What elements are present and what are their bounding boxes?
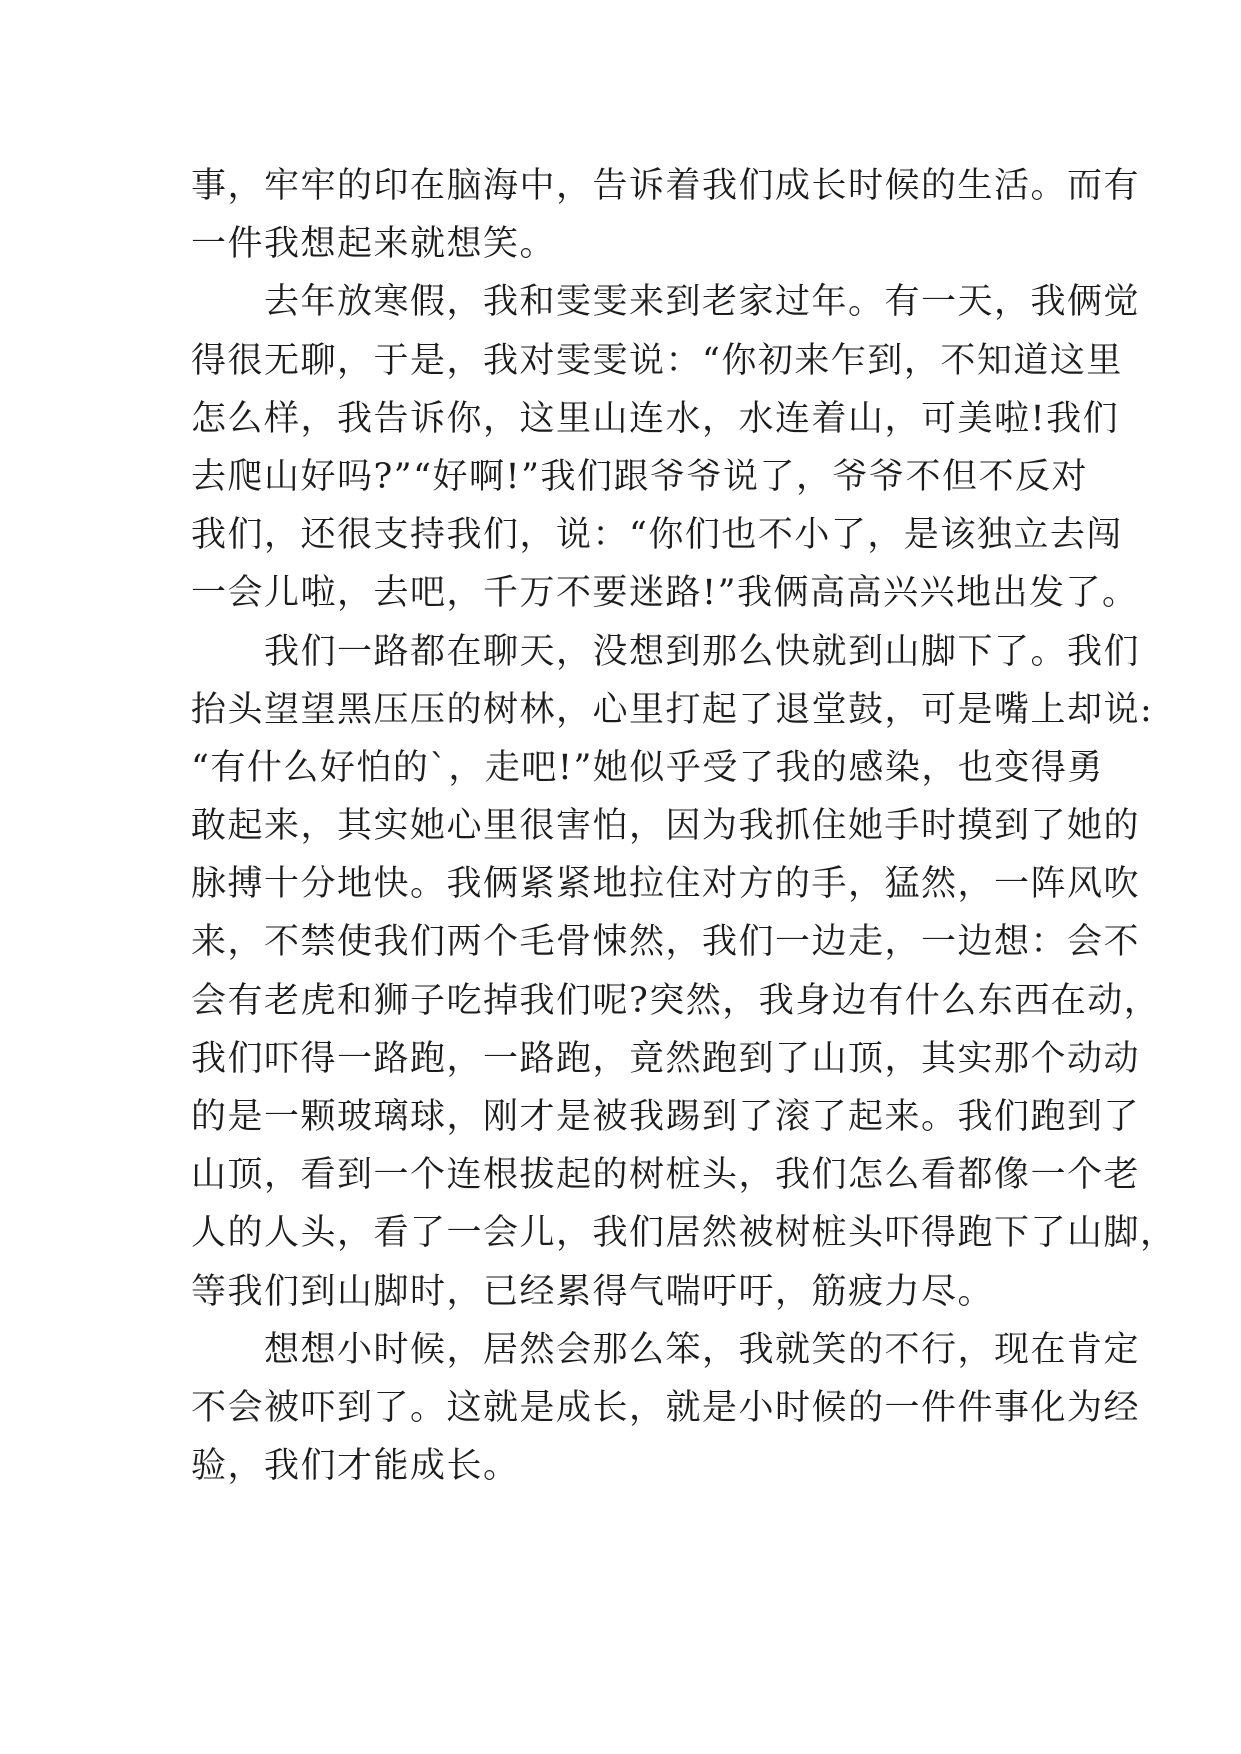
text-line: 我们，还很支持我们，说：“你们也不小了，是该独立去闯 (191, 515, 1123, 556)
text-line: 怎么样，我告诉你，这里山连水，水连着山，可美啦!我们 (191, 398, 1120, 439)
text-line: 的是一颗玻璃球，刚才是被我踢到了滚了起来。我们跑到了 (191, 1097, 1141, 1137)
text-line: 等我们到山脚时，已经累得气喘吁吁，筋疲力尽。 (191, 1271, 995, 1312)
text-line: 一件我想起来就想笑。 (191, 224, 557, 265)
text-line: “有什么好怕的`，走吧!”她似乎受了我的感染，也变得勇 (191, 747, 1104, 788)
text-line: 一会儿啦，去吧，千万不要迷路!”我俩高高兴兴地出发了。 (191, 573, 1139, 614)
text-line: 去爬山好吗?”“好啊!”我们跟爷爷说了，爷爷不但不反对 (191, 456, 1089, 497)
essay-text (191, 157, 1177, 1495)
text-line: 我们吓得一路跑，一路跑，竟然跑到了山顶，其实那个动动 (191, 1038, 1141, 1079)
text-line: 山顶，看到一个连根拔起的树桩头，我们怎么看都像一个老 (191, 1155, 1141, 1196)
text-line: 得很无聊，于是，我对雯雯说：“你初来乍到，不知道这里 (191, 340, 1123, 381)
text-line: 我们一路都在聊天，没想到那么快就到山脚下了。我们 (191, 631, 1141, 672)
text-line: 脉搏十分地快。我俩紧紧地拉住对方的手，猛然，一阵风吹 (191, 864, 1141, 905)
text-line: 去年放寒假，我和雯雯来到老家过年。有一天，我俩觉 (191, 282, 1141, 323)
text-line: 想想小时候，居然会那么笨，我就笑的不行，现在肯定 (191, 1329, 1141, 1370)
text-line: 不会被吓到了。这就是成长，就是小时候的一件件事化为经 (191, 1387, 1141, 1428)
text-line: 抬头望望黑压压的树林，心里打起了退堂鼓，可是嘴上却说: (191, 689, 1154, 730)
text-line: 敢起来，其实她心里很害怕，因为我抓住她手时摸到了她的 (191, 806, 1141, 847)
text-line: 人的人头，看了一会儿，我们居然被树桩头吓得跑下了山脚， (191, 1213, 1177, 1254)
text-line: 事，牢牢的印在脑海中，告诉着我们成长时候的生活。而有 (191, 166, 1141, 206)
text-line: 会有老虎和狮子吃掉我们呢?突然，我身边有什么东西在动， (191, 980, 1161, 1021)
text-line: 来，不禁使我们两个毛骨悚然，我们一边走，一边想：会不 (191, 922, 1141, 963)
text-line: 验，我们才能成长。 (191, 1446, 520, 1487)
